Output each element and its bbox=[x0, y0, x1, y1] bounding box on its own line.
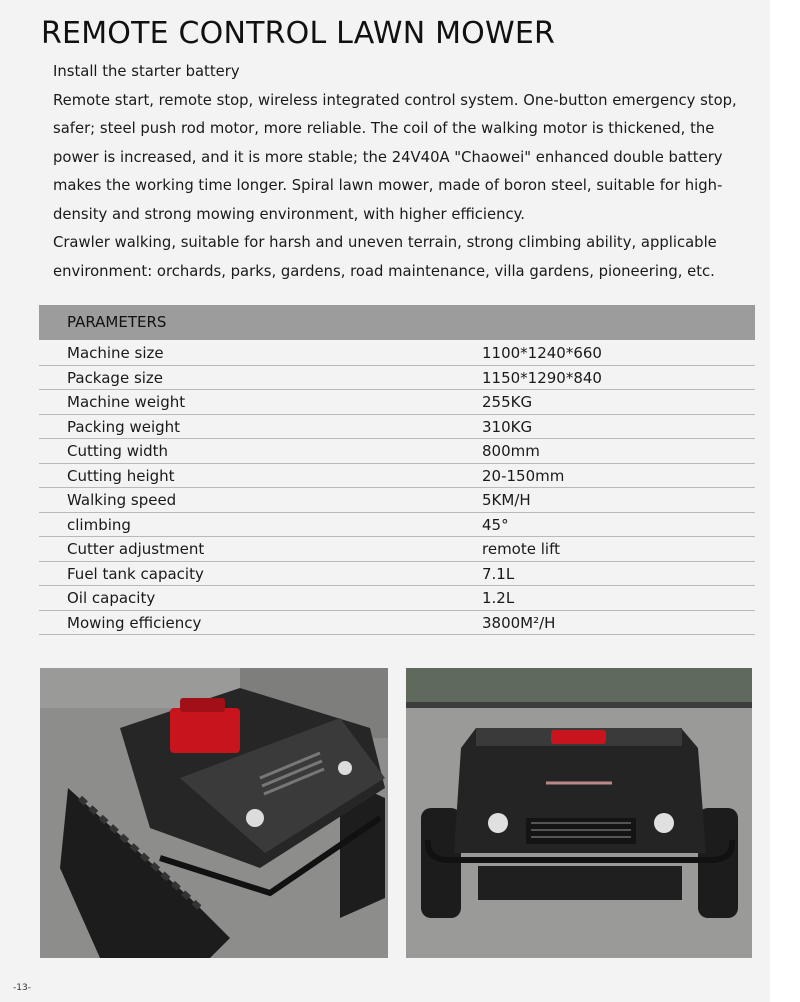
table-row bbox=[39, 341, 755, 366]
param-value: 20-150mm bbox=[482, 466, 565, 485]
mower-front-illustration bbox=[406, 668, 752, 958]
param-value: 1150*1290*840 bbox=[482, 368, 602, 387]
param-value: remote lift bbox=[482, 540, 560, 558]
param-name: Oil capacity bbox=[67, 589, 156, 607]
description-paragraph-features: Remote start, remote stop, wireless integrated control system. One-button emergency stop, safer; steel push rod motor, more reliable. The coil of the walking motor is thickened, the power is increased, and it is more stable; the 24V40A "Chaowei" enhanced double battery makes the working time longer. Spiral lawn mower, made of boron steel, suitable for high-density and strong mowing environment, with higher efficiency. bbox=[53, 91, 737, 223]
param-name: Packing weight bbox=[67, 417, 181, 436]
table-row bbox=[39, 366, 755, 391]
param-name: Cutter adjustment bbox=[67, 540, 205, 558]
product-description bbox=[53, 58, 753, 286]
mower-photo-front bbox=[406, 668, 752, 958]
param-value: 7.1L bbox=[482, 564, 515, 583]
parameters-header: PARAMETERS bbox=[39, 305, 755, 340]
page-title: REMOTE CONTROL LAWN MOWER bbox=[41, 16, 556, 51]
param-value: 1100*1240*660 bbox=[482, 344, 602, 362]
table-row bbox=[39, 390, 755, 415]
param-name: Machine weight bbox=[67, 393, 186, 411]
param-value: 800mm bbox=[482, 442, 540, 460]
param-name: Walking speed bbox=[67, 491, 177, 509]
param-value: 3800M²/H bbox=[482, 613, 556, 632]
table-row bbox=[39, 611, 755, 636]
table-row bbox=[39, 464, 755, 489]
param-value: 1.2L bbox=[482, 589, 515, 607]
mower-photo-angled bbox=[40, 668, 388, 958]
table-row bbox=[39, 562, 755, 587]
param-name: Mowing efficiency bbox=[67, 613, 202, 632]
param-value: 45° bbox=[482, 515, 509, 534]
table-row bbox=[39, 488, 755, 513]
table-row bbox=[39, 586, 755, 611]
param-name: Fuel tank capacity bbox=[67, 564, 204, 583]
parameters-table bbox=[39, 305, 755, 635]
param-name: climbing bbox=[67, 515, 131, 534]
description-paragraph-terrain: Crawler walking, suitable for harsh and uneven terrain, strong climbing ability, applicable environment: orchards, parks, gardens, road maintenance, villa gardens, pioneering, etc. bbox=[53, 234, 717, 280]
param-name: Cutting height bbox=[67, 466, 175, 485]
param-value: 5KM/H bbox=[482, 491, 531, 509]
page-number: -13- bbox=[13, 983, 31, 993]
table-row bbox=[39, 537, 755, 562]
param-value: 255KG bbox=[482, 393, 533, 411]
table-row bbox=[39, 415, 755, 440]
param-name: Machine size bbox=[67, 344, 164, 362]
table-row bbox=[39, 439, 755, 464]
param-value: 310KG bbox=[482, 417, 533, 436]
table-row bbox=[39, 513, 755, 538]
description-line-battery: Install the starter battery bbox=[53, 63, 240, 80]
mower-angled-illustration bbox=[40, 668, 388, 958]
param-name: Package size bbox=[67, 368, 164, 387]
param-name: Cutting width bbox=[67, 442, 169, 460]
